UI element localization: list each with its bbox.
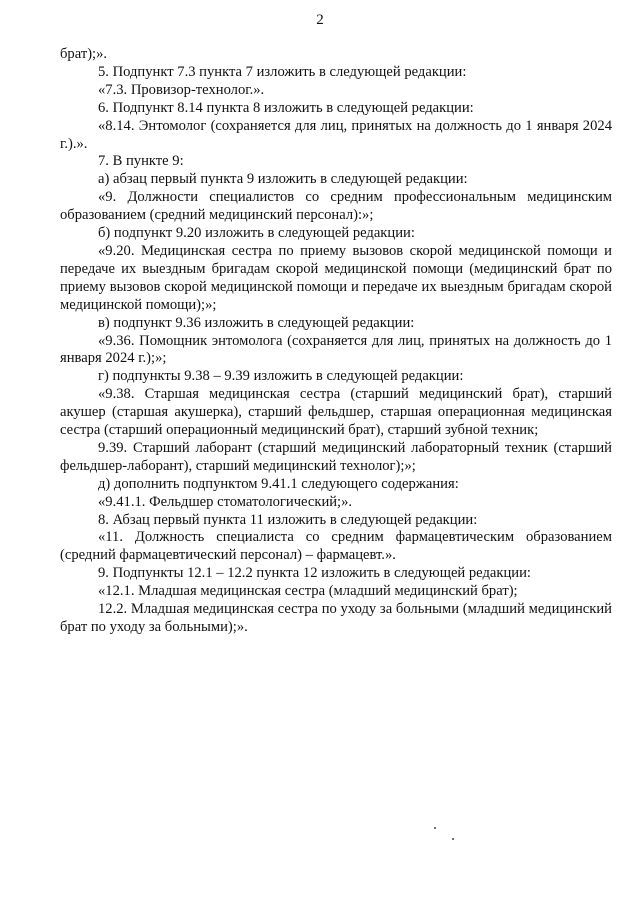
paragraph-subitem-v: в) подпункт 9.36 изложить в следующей редакции: — [98, 314, 415, 331]
paragraph-quote-7-3: «7.3. Провизор-технолог.». — [98, 81, 265, 98]
paragraph-quote-11: «11. Должность специалиста со средним фармацевтическим образованием (средний фармацевтический персонал) – фармацевт.». — [60, 529, 612, 564]
scan-speck — [452, 838, 454, 840]
paragraph-quote-9-38: «9.38. Старшая медицинская сестра (старший медицинский брат), старший акушер (старшая акушерка), старший фельдшер, старшая операционная медицинская сестра (старший операционный медицинский брат), старший зубной техник; — [60, 386, 612, 439]
document-body — [60, 46, 612, 637]
paragraph-quote-9-36: «9.36. Помощник энтомолога (сохраняется для лиц, принятых на должность до 1 января 2024 г.);»; — [60, 332, 612, 367]
paragraph-quote-9: «9. Должности специалистов со средним профессиональным медицинским образованием (средний медицинский персонал):»; — [60, 189, 612, 224]
scan-speck — [434, 827, 436, 829]
paragraph-item-7: 7. В пункте 9: — [98, 153, 184, 170]
paragraph-subitem-d: д) дополнить подпунктом 9.41.1 следующего содержания: — [98, 475, 459, 492]
paragraph-subitem-b: б) подпункт 9.20 изложить в следующей редакции: — [98, 225, 415, 242]
page-number: 2 — [316, 12, 324, 28]
paragraph-item-5: 5. Подпункт 7.3 пункта 7 изложить в следующей редакции: — [98, 63, 467, 80]
paragraph-item-9: 9. Подпункты 12.1 – 12.2 пункта 12 изложить в следующей редакции: — [98, 565, 531, 582]
paragraph-quote-12-1: «12.1. Младшая медицинская сестра (младший медицинский брат); — [98, 583, 518, 600]
paragraph-quote-12-2: 12.2. Младшая медицинская сестра по уходу за больными (младший медицинский брат по уходу за больными);». — [60, 601, 612, 635]
paragraph-continuation: брат);». — [60, 46, 108, 62]
paragraph-subitem-a: а) абзац первый пункта 9 изложить в следующей редакции: — [98, 171, 468, 188]
paragraph-item-8: 8. Абзац первый пункта 11 изложить в следующей редакции: — [98, 511, 478, 528]
paragraph-quote-8-14: «8.14. Энтомолог (сохраняется для лиц, принятых на должность до 1 января 2024 г.).». — [60, 117, 612, 152]
paragraph-subitem-g: г) подпункты 9.38 – 9.39 изложить в следующей редакции: — [98, 368, 464, 385]
paragraph-item-6: 6. Подпункт 8.14 пункта 8 изложить в следующей редакции: — [98, 99, 474, 116]
paragraph-quote-9-20: «9.20. Медицинская сестра по приему вызовов скорой медицинской помощи и передаче их выездным бригадам скорой медицинской помощи (медицинский брат по приему вызовов скорой медицинской помощи и передаче их выездным бригадам скорой медицинской помощи);»; — [60, 242, 612, 313]
paragraph-quote-9-39: 9.39. Старший лаборант (старший медицинский лабораторный техник (старший фельдшер-лаборант), старший медицинский технолог);»; — [60, 439, 612, 474]
paragraph-quote-9-41-1: «9.41.1. Фельдшер стоматологический;». — [98, 493, 353, 510]
